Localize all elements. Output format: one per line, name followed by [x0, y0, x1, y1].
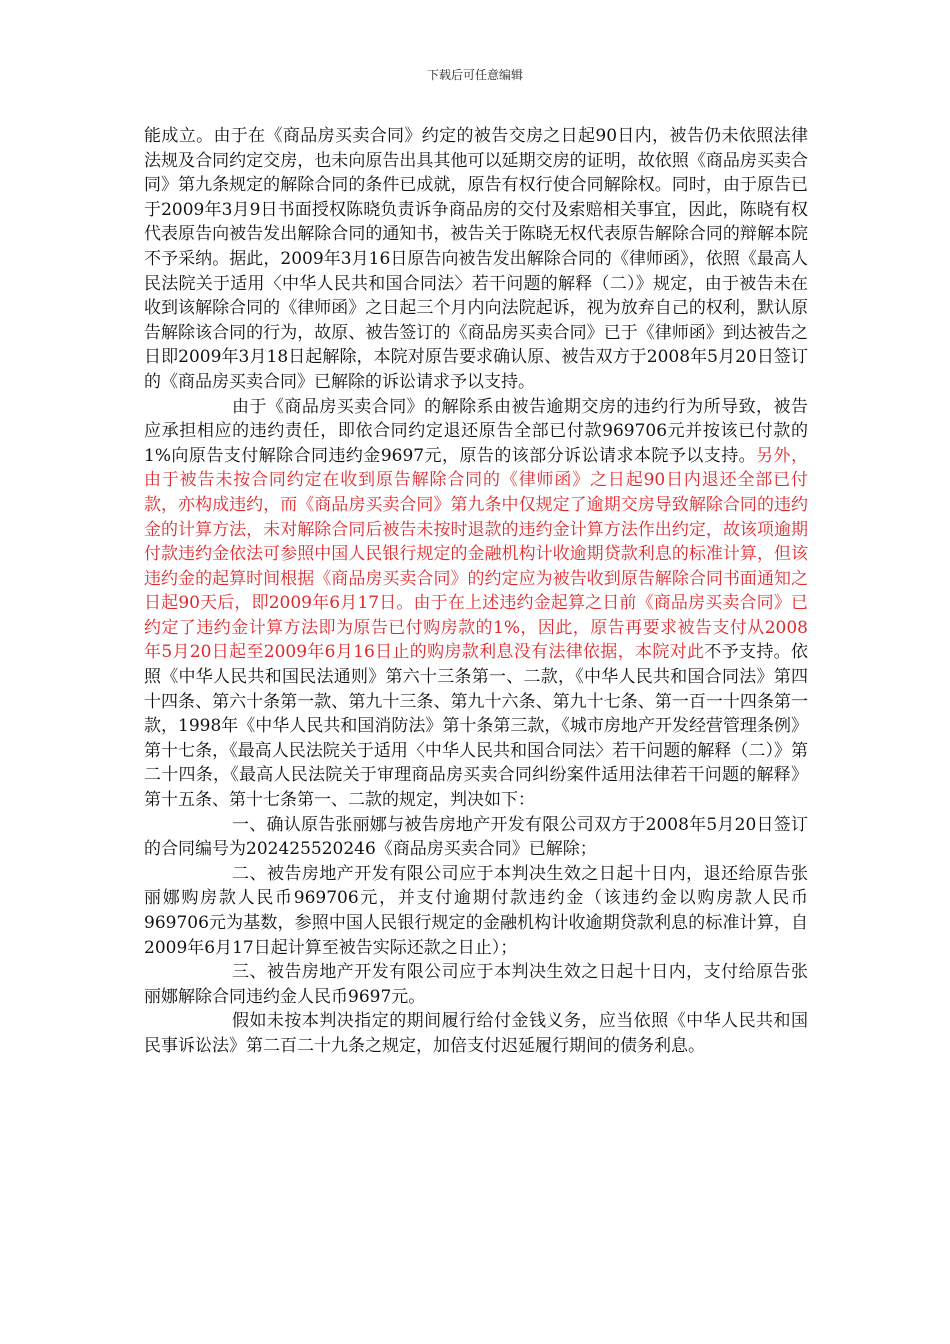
- paragraph-2-text: 由于《商品房买卖合同》的解除系由被告逾期交房的违约行为所导致，被告应承担相应的违约责任，即依合同约定退还原告全部已付款969706元并按该已付款的1%向原告支付解除合同违约金9697元，原告的该部分诉讼请求本院予以支持。: [144, 396, 808, 466]
- paragraph-2-highlight: 另外，由于被告未按合同约定在收到原告解除合同的《律师函》之日起90日内退还全部已付款，亦构成违约，而《商品房买卖合同》第九条中仅规定了逾期交房导致解除合同的违约金的计算方法，未对解除合同后被告未按时退款的违约金计算方法作出约定，故该项逾期付款违约金依法可参照中国人民银行规定的金融机构计收逾期贷款利息的标准计算，但该违约金的起算时间根据《商品房买卖合同》的约定应为被告收到原告解除合同书面通知之日起90天后，即2009年6月17日。由于在上述违约金起算之日前《商品房买卖合同》已约定了违约金计算方法即为原告已付购房款的1%，因此，原告再要求被告支付从2008年5月20日起至2009年6月16日止的购房款利息没有法律依据，本院对此: [144, 445, 809, 663]
- paragraph-2-tail: 不予支持。依照《中华人民共和国民法通则》第六十三条第一、二款，《中华人民共和国合同法》第四十四条、第六十条第一款、第九十三条、第九十六条、第九十七条、第一百一十四条第一款，1998年《中华人民共和国消防法》第十条第三款，《城市房地产开发经营管理条例》第十七条，《最高人民法院关于适用〈中华人民共和国合同法〉若干问题的解释（二）》第二十四条，《最高人民法院关于审理商品房买卖合同纠纷案件适用法律若干问题的解释》第十五条、第十七条第一、二款的规定，判决如下：: [144, 642, 808, 811]
- paragraph-2: [144, 395, 808, 813]
- paragraph-1: 能成立。由于在《商品房买卖合同》约定的被告交房之日起90日内，被告仍未依照法律法规及合同约定交房，也未向原告出具其他可以延期交房的证明，故依照《商品房买卖合同》第九条规定的解除合同的条件已成就，原告有权行使合同解除权。同时，由于原告已于2009年3月9日书面授权陈晓负责诉争商品房的交付及索赔相关事宜，因此，陈晓有权代表原告向被告发出解除合同的通知书，被告关于陈晓无权代表原告解除合同的辩解本院不予采纳。据此，2009年3月16日原告向被告发出解除合同的《律师函》，依照《最高人民法院关于适用〈中华人民共和国合同法〉若干问题的解释（二）》规定，由于被告未在收到该解除合同的《律师函》之日起三个月内向法院起诉，视为放弃自己的权利，默认原告解除该合同的行为，故原、被告签订的《商品房买卖合同》已于《律师函》到达被告之日即2009年3月18日起解除，本院对原告要求确认原、被告双方于2008年5月20日签订的《商品房买卖合同》已解除的诉讼请求予以支持。: [144, 126, 808, 392]
- document-body: [144, 124, 808, 1059]
- closing-paragraph: 假如未按本判决指定的期间履行给付金钱义务，应当依照《中华人民共和国民事诉讼法》第二百二十九条之规定，加倍支付迟延履行期间的债务利息。: [144, 1011, 808, 1056]
- ruling-item-3: 三、被告房地产开发有限公司应于本判决生效之日起十日内，支付给原告张丽娜解除合同违约金人民币9697元。: [144, 962, 808, 1007]
- page-header: 下载后可任意编辑: [426, 68, 523, 82]
- ruling-item-1: 一、确认原告张丽娜与被告房地产开发有限公司双方于2008年5月20日签订的合同编号为202425520246《商品房买卖合同》已解除；: [144, 814, 808, 860]
- ruling-item-2: 二、被告房地产开发有限公司应于本判决生效之日起十日内，退还给原告张丽娜购房款人民币969706元，并支付逾期付款违约金（该违约金以购房款人民币969706元为基数，参照中国人民银行规定的金融机构计收逾期贷款利息的标准计算，自2009年6月17日起计算至被告实际还款之日止）；: [144, 863, 808, 958]
